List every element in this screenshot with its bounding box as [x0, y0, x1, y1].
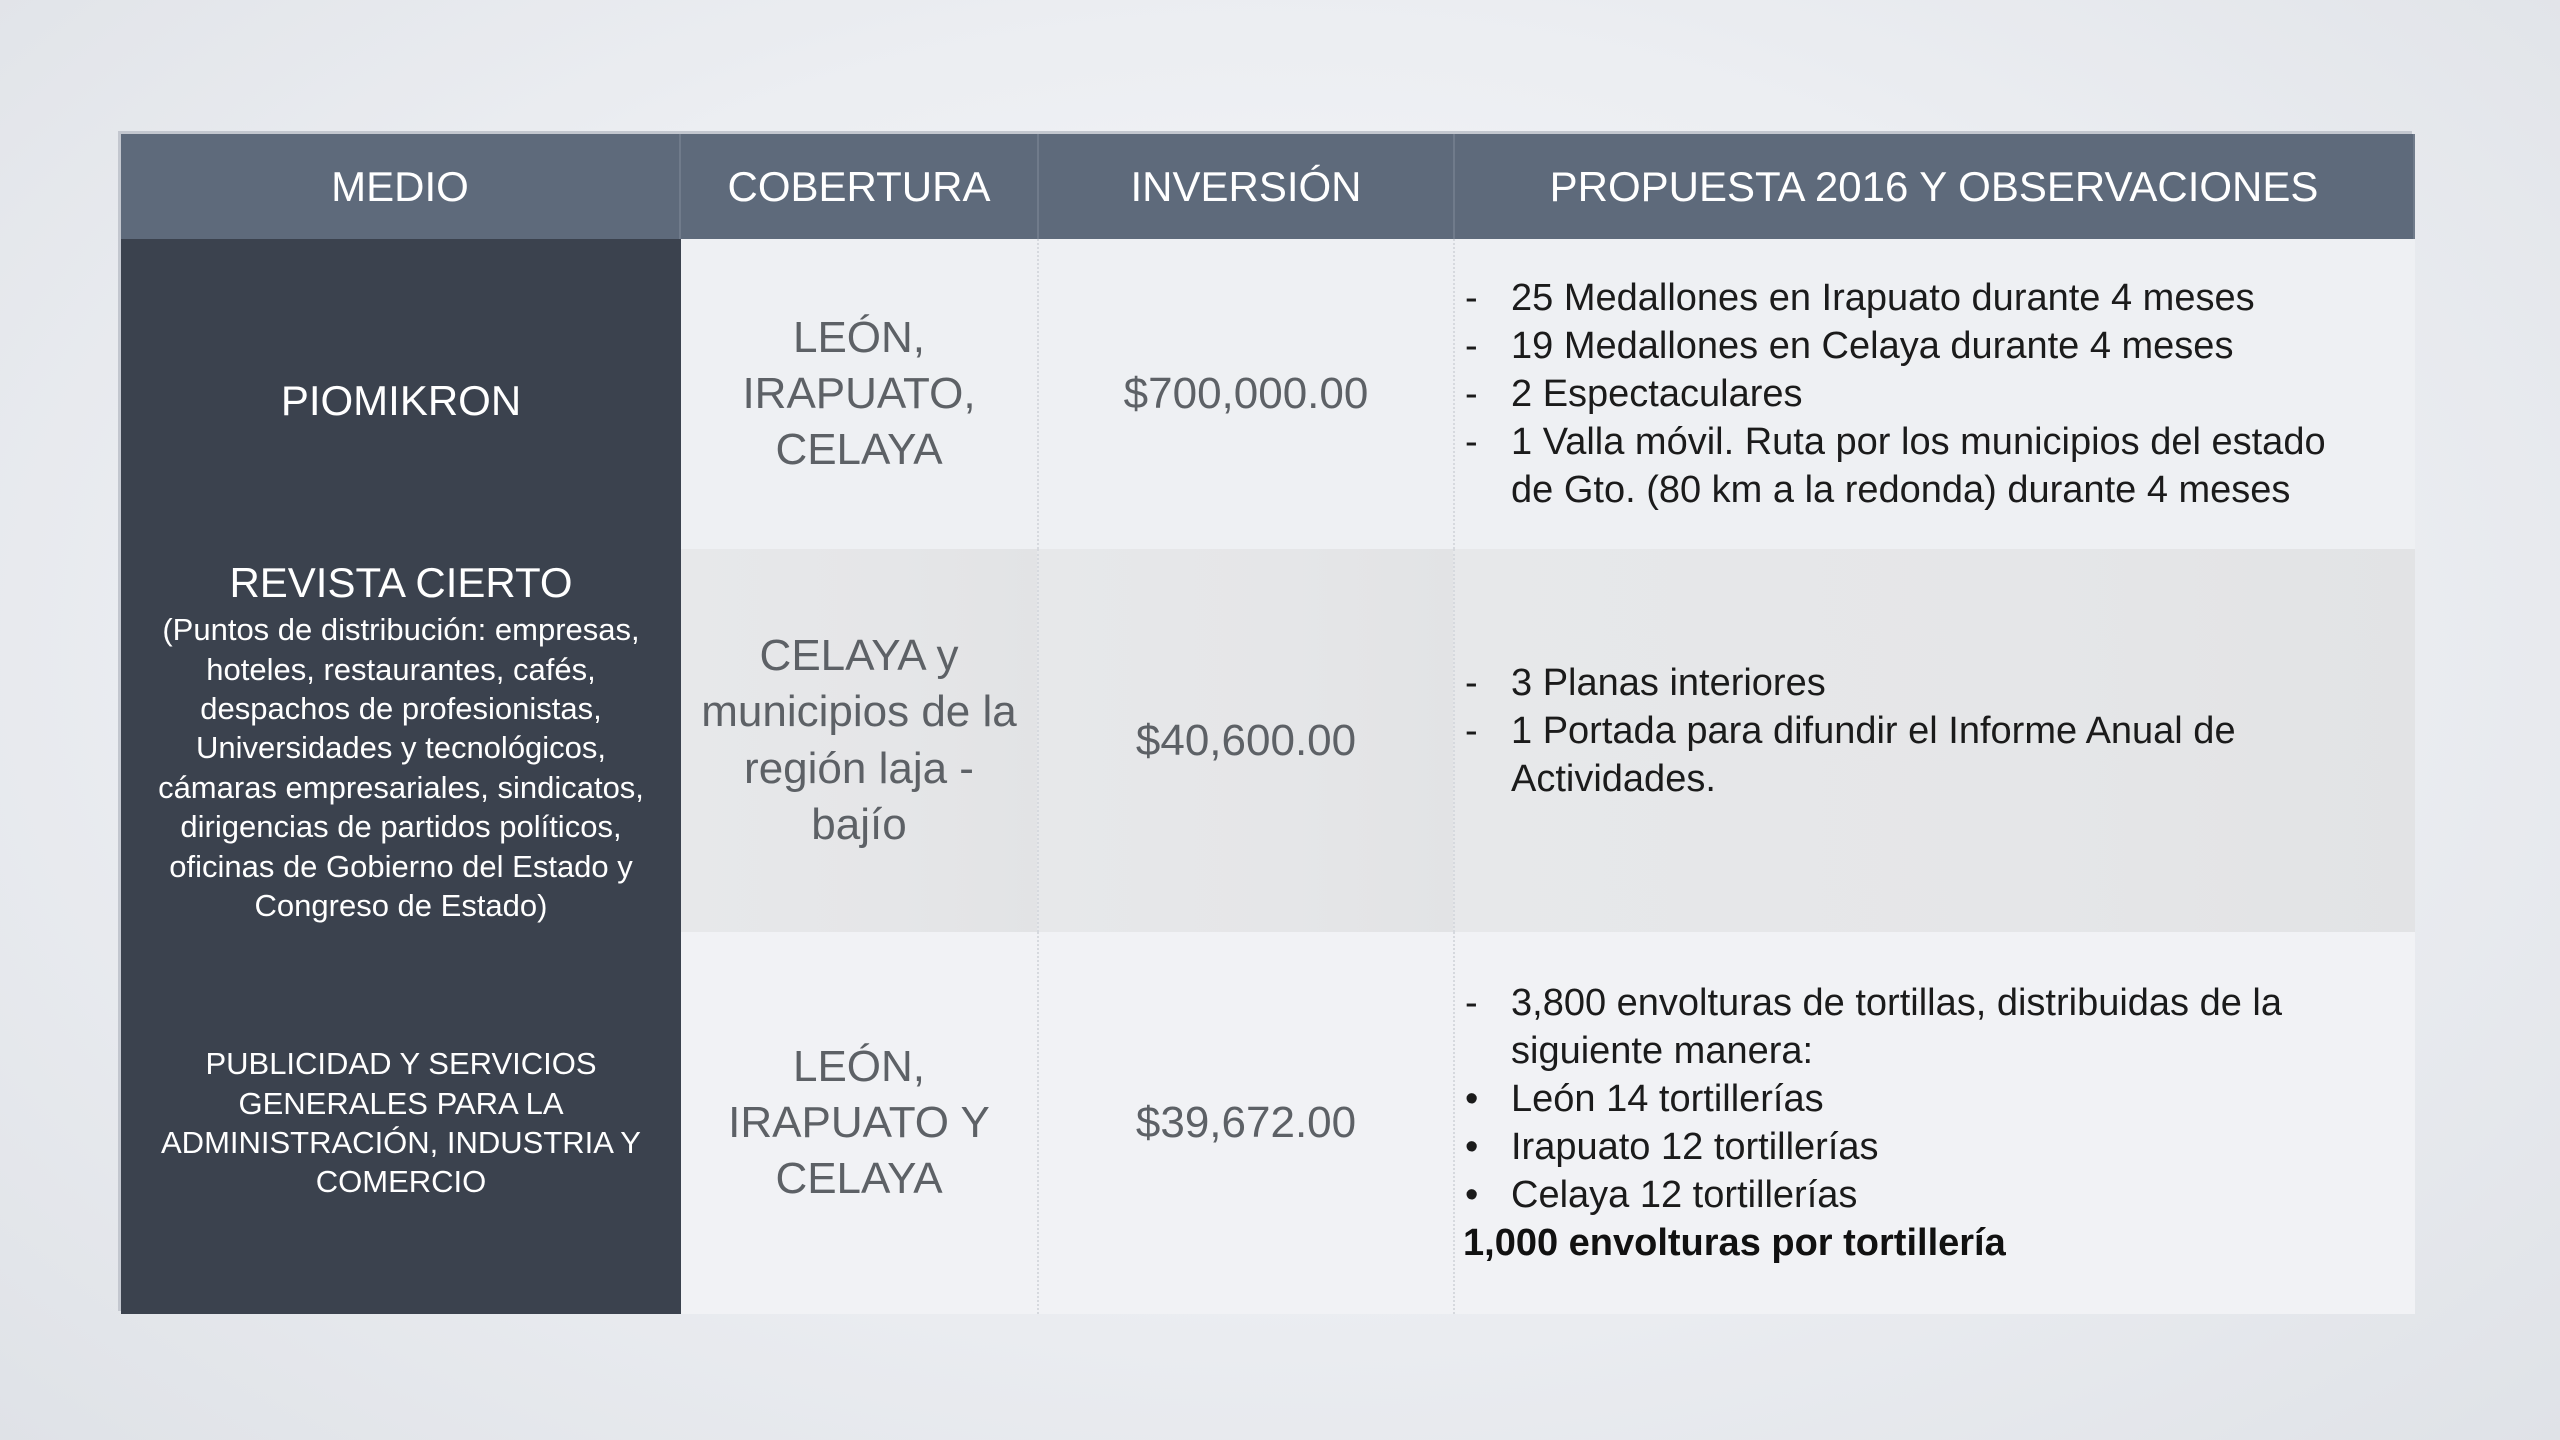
list-item: - 3 Planas interiores — [1465, 661, 1826, 704]
observaciones-list — [1463, 659, 2375, 803]
list-item: • León 14 tortillerías — [1465, 1078, 1824, 1120]
row-1-cobertura — [681, 239, 1039, 549]
row-3-observaciones — [1455, 932, 2415, 1314]
row-3-cobertura — [681, 932, 1039, 1314]
list-item: • Irapuato 12 tortillerías — [1465, 1126, 1879, 1168]
list-item: - 19 Medallones en Celaya durante 4 meses — [1465, 325, 2234, 367]
row-2-observaciones — [1455, 549, 2415, 932]
cobertura-line: región laja - — [744, 743, 974, 793]
cobertura-line: LEÓN, — [792, 312, 926, 362]
list-item: - 2 Espectaculares — [1465, 373, 1803, 415]
list-item: - 3,800 envolturas de tortillas, distribuidas de la siguiente manera: — [1465, 982, 2283, 1072]
row-2-inversion: $40,600.00 — [1039, 549, 1455, 932]
row-2-medio — [121, 549, 681, 932]
row-1-observaciones — [1455, 239, 2415, 549]
row-1-medio — [121, 239, 681, 549]
observaciones-list — [1463, 979, 2375, 1219]
observaciones-footer: 1,000 envolturas por tortillería — [1463, 1222, 2006, 1264]
cobertura-line: CELAYA y — [759, 630, 959, 680]
medio-detail: (Puntos de distribución: empresas, hoteles, restaurantes, cafés, despachos de profesionistas, Universidades y tecnológicos, cámaras empresariales, sindicatos, dirigencias de partidos políticos, oficinas de Gobierno del Estado y Congreso de Estado) — [158, 612, 644, 923]
cobertura-line: IRAPUATO Y — [728, 1097, 990, 1147]
cobertura-line: CELAYA — [775, 425, 943, 475]
list-item: - 25 Medallones en Irapuato durante 4 meses — [1465, 277, 2255, 319]
list-item: • Celaya 12 tortillerías — [1465, 1174, 1858, 1216]
header-propuesta: PROPUESTA 2016 Y OBSERVACIONES — [1455, 134, 2415, 239]
row-1-inversion: $700,000.00 — [1039, 239, 1455, 549]
list-item: - 1 Portada para difundir el Informe Anual de Actividades. — [1465, 709, 2236, 800]
list-item: - 1 Valla móvil. Ruta por los municipios del estado de Gto. (80 km a la redonda) durante 4 meses — [1465, 421, 2326, 511]
cobertura-line: CELAYA — [775, 1154, 943, 1204]
cobertura-line: IRAPUATO, — [742, 368, 976, 418]
header-cobertura: COBERTURA — [681, 134, 1039, 239]
cobertura-line: bajío — [811, 799, 907, 849]
cobertura-line: LEÓN, — [792, 1041, 926, 1091]
row-3-inversion: $39,672.00 — [1039, 932, 1455, 1314]
medio-title: PUBLICIDAD Y SERVICIOS GENERALES PARA LA ADMINISTRACIÓN, INDUSTRIA Y COMERCIO — [161, 1046, 641, 1200]
row-2-cobertura — [681, 549, 1039, 932]
header-medio: MEDIO — [121, 134, 681, 239]
medio-title: PIOMIKRON — [280, 376, 522, 424]
media-investment-table — [118, 131, 2412, 1311]
observaciones-list — [1463, 274, 2375, 514]
medio-title: REVISTA CIERTO — [229, 558, 573, 606]
cobertura-line: municipios de la — [701, 687, 1017, 737]
row-3-medio — [121, 932, 681, 1314]
header-inversion: INVERSIÓN — [1039, 134, 1455, 239]
